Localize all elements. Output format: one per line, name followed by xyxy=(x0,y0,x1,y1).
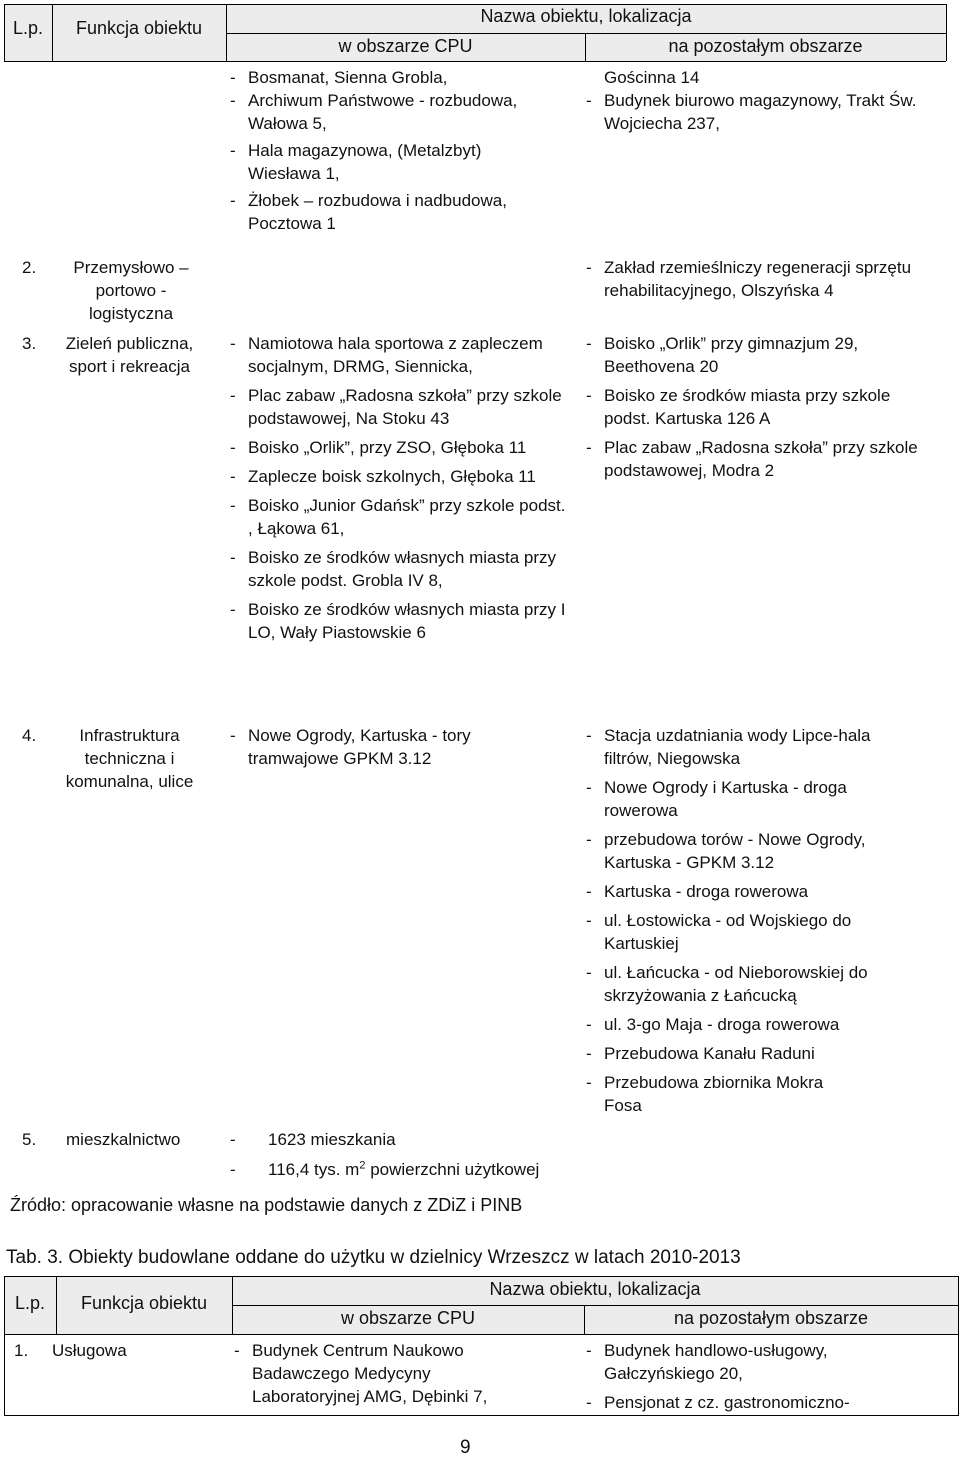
list-item: - Budynek handlowo-usługowy, Gałczyńskiego 20, xyxy=(586,1341,828,1383)
table1-header-cpu: w obszarze CPU xyxy=(338,36,473,56)
list-item: - Boisko „Orlik” przy gimnazjum 29, Beethovena 20 xyxy=(586,334,859,376)
continuation-cpu-list xyxy=(230,66,575,235)
table1-header-lp: L.p. xyxy=(12,18,44,38)
table1-right-border xyxy=(946,4,947,61)
table1-header-bottom xyxy=(4,61,946,62)
housing-dash-2: - xyxy=(230,1160,236,1179)
table3-right-border xyxy=(958,1276,959,1416)
list-item: - Przebudowa zbiornika Mokra Fosa xyxy=(586,1073,824,1115)
table1-header-elsewhere: na pozostałym obszarze xyxy=(668,36,863,56)
list-item: - Boisko „Orlik”, przy ZSO, Głęboka 11 xyxy=(230,438,527,457)
table3-caption: Tab. 3. Obiekty budowlane oddane do użytku w dzielnicy Wrzeszcz w latach 2010-2013 xyxy=(6,1247,741,1268)
table3-header-function: Funkcja obiektu xyxy=(80,1293,208,1313)
source-note: Źródło: opracowanie własne na podstawie danych z ZDiZ i PINB xyxy=(10,1195,523,1215)
table3-bottom-border xyxy=(4,1415,958,1416)
list-item: Gościnna 14 xyxy=(604,68,700,87)
list-item: - Zakład rzemieślniczy regeneracji sprzętu rehabilitacyjnego, Olszyńska 4 xyxy=(586,258,912,300)
list-item: - Nowe Ogrody, Kartuska - tory tramwajowe GPKM 3.12 xyxy=(230,726,471,768)
list-item: - przebudowa torów - Nowe Ogrody, Kartuska - GPKM 3.12 xyxy=(586,830,866,872)
table3-header-lp: L.p. xyxy=(14,1293,46,1313)
housing-dash-1: - xyxy=(230,1130,236,1149)
list-item: - Hala magazynowa, (Metalzbyt) Wiesława 1, xyxy=(230,141,482,183)
list-item: - Bosmanat, Sienna Grobla, xyxy=(230,68,448,87)
list-item: - Budynek Centrum Naukowo Badawczego Medycyny Laboratoryjnej AMG, Dębinki 7, xyxy=(234,1341,488,1406)
list-item: - ul. Łostowicka - od Wojskiego do Kartuskiej xyxy=(586,911,852,953)
table3-row1-function: Usługowa xyxy=(52,1341,127,1360)
list-item: - Pensjonat z cz. gastronomiczno- xyxy=(586,1393,850,1412)
list-item: - ul. 3-go Maja - droga rowerowa xyxy=(586,1015,840,1034)
table3-header-elsewhere: na pozostałym obszarze xyxy=(673,1308,869,1328)
table3-header-name-location: Nazwa obiektu, lokalizacja xyxy=(489,1279,701,1299)
list-item: - Boisko ze środków miasta przy szkole podst. Kartuska 126 A xyxy=(586,386,891,428)
table3-row1-cpu-list xyxy=(234,1339,564,1408)
row3-other-list xyxy=(586,332,931,482)
table1-header-function: Funkcja obiektu xyxy=(75,18,203,38)
list-item: - Plac zabaw „Radosna szkoła” przy szkole podstawowej, Na Stoku 43 xyxy=(230,386,562,428)
row4-number: 4. xyxy=(22,726,37,745)
housing-area: 116,4 tys. $m^2$ powierzchni użytkowej xyxy=(268,1159,540,1179)
list-item: - Boisko ze środków własnych miasta przy szkole podst. Grobla IV 8, xyxy=(230,548,557,590)
list-item: - ul. Łańcucka - od Nieborowskiej do skrzyżowania z Łańcucką xyxy=(586,963,868,1005)
row4-other-list xyxy=(586,724,931,1117)
list-item: - Przebudowa Kanału Raduni xyxy=(586,1044,815,1063)
row2-number: 2. xyxy=(22,258,37,277)
list-item: - Kartuska - droga rowerowa xyxy=(586,882,809,901)
list-item: - Stacja uzdatniania wody Lipce-hala filtrów, Niegowska xyxy=(586,726,871,768)
page-number: 9 xyxy=(460,1437,471,1458)
table1-subheader-line xyxy=(226,33,946,34)
row5-number: 5. xyxy=(22,1130,37,1149)
table3-row1-other-list xyxy=(586,1339,946,1414)
table3-top-border xyxy=(4,1276,958,1277)
row3-number: 3. xyxy=(22,334,37,353)
list-item: - Boisko „Junior Gdańsk” przy szkole podst. , Łąkowa 61, xyxy=(230,496,566,538)
row5-function: mieszkalnictwo xyxy=(66,1130,181,1149)
table3-header-bottom xyxy=(4,1334,958,1335)
table3-header-cpu: w obszarze CPU xyxy=(340,1308,476,1328)
housing-apartments: 1623 mieszkania xyxy=(268,1130,396,1149)
table3-row1-number: 1. xyxy=(14,1341,29,1360)
continuation-other-list xyxy=(586,66,936,135)
table3-subheader-line xyxy=(232,1305,958,1306)
list-item: - Zaplecze boisk szkolnych, Głęboka 11 xyxy=(230,467,536,486)
row2-other-list xyxy=(586,256,931,302)
row4-function: Infrastruktura techniczna i komunalna, ulice xyxy=(65,726,194,791)
row4-cpu-list xyxy=(230,724,575,770)
row3-cpu-list xyxy=(230,332,575,644)
row3-function: Zieleń publiczna, sport i rekreacja xyxy=(65,334,194,376)
list-item: - Archiwum Państwowe - rozbudowa, Wałowa 5, xyxy=(230,91,518,133)
list-item: - Boisko ze środków własnych miasta przy I LO, Wały Piastowskie 6 xyxy=(230,600,566,642)
list-item: - Budynek biurowo magazynowy, Trakt Św. Wojciecha 237, xyxy=(586,91,917,133)
list-item: - Żłobek – rozbudowa i nadbudowa, Pocztowa 1 xyxy=(230,191,507,233)
row2-function: Przemysłowo – portowo - logistyczna xyxy=(73,258,189,323)
list-item: - Plac zabaw „Radosna szkoła” przy szkole podstawowej, Modra 2 xyxy=(586,438,918,480)
table1-header-name-location: Nazwa obiektu, lokalizacja xyxy=(480,6,692,26)
list-item: - Nowe Ogrody i Kartuska - droga rowerowa xyxy=(586,778,847,820)
list-item: - Namiotowa hala sportowa z zapleczem socjalnym, DRMG, Siennicka, xyxy=(230,334,543,376)
